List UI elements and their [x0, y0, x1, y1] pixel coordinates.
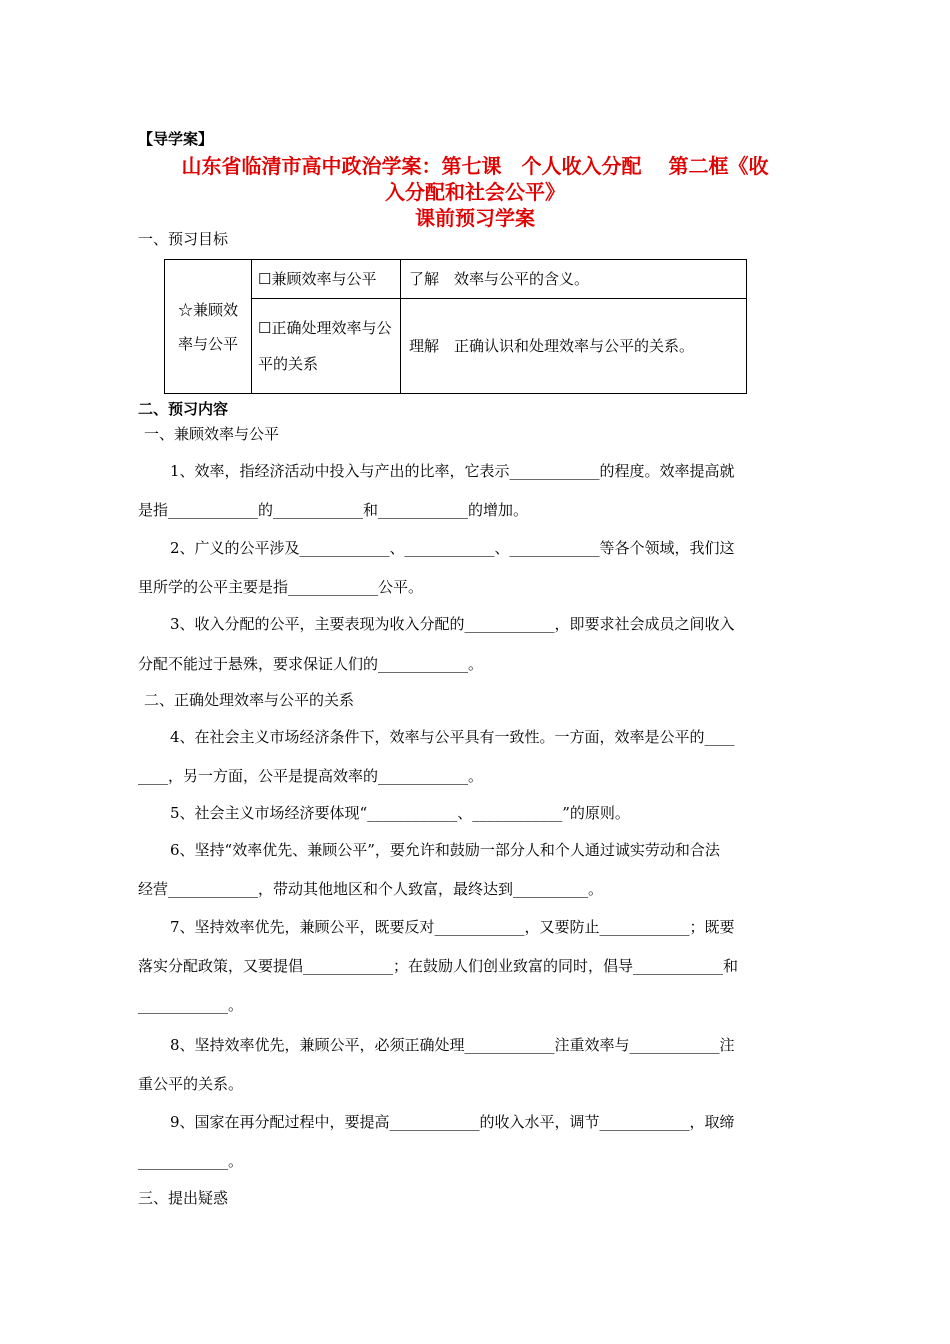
- doc-title-line-2: 入分配和社会公平》: [385, 180, 565, 204]
- paragraph-line: 是指____________的____________和____________的增加。: [138, 501, 529, 519]
- goals-level: 理解: [409, 337, 440, 355]
- goals-content: 正确认识和处理效率与公平的关系。: [454, 337, 695, 355]
- doc-tag: 【导学案】: [138, 130, 214, 148]
- section-heading-questions: 三、提出疑惑: [138, 1189, 229, 1207]
- goals-item-cell: ☐正确处理效率与公平的关系: [252, 299, 401, 394]
- paragraph-line: 7、坚持效率优先，兼顾公平，既要反对____________，又要防止____________；既要: [170, 918, 735, 936]
- paragraph-line: 2、广义的公平涉及____________、____________、____________等各个领域，我们这: [170, 539, 735, 557]
- goals-table: [164, 259, 747, 394]
- paragraph-line: 重公平的关系。: [138, 1075, 244, 1093]
- goals-requirement-cell: [401, 299, 747, 394]
- paragraph-line: 里所学的公平主要是指____________公平。: [138, 578, 424, 596]
- goals-requirement-cell: [401, 260, 747, 299]
- paragraph-line: 8、坚持效率优先，兼顾公平，必须正确处理____________注重效率与____________注: [170, 1036, 735, 1054]
- doc-subtitle: 课前预习学案: [415, 206, 535, 230]
- paragraph-line: ____________。: [138, 1152, 244, 1170]
- subsection-heading-2: 二、正确处理效率与公平的关系: [144, 691, 355, 709]
- paragraph-line: 5、社会主义市场经济要体现“____________、____________”的原则。: [170, 804, 630, 822]
- paragraph-line: 1、效率，指经济活动中投入与产出的比率，它表示____________的程度。效率提高就: [170, 462, 735, 480]
- paragraph-line: 9、国家在再分配过程中，要提高____________的收入水平，调节____________，取缔: [170, 1113, 735, 1131]
- goals-row-1: [165, 260, 747, 299]
- goals-content: 效率与公平的含义。: [454, 270, 590, 288]
- paragraph-line: ____，另一方面，公平是提高效率的____________。: [138, 767, 484, 785]
- doc-title-line-1: 山东省临清市高中政治学案：第七课 个人收入分配 第二框《收: [181, 154, 769, 178]
- goals-row-2: [165, 299, 747, 394]
- paragraph-line: 4、在社会主义市场经济条件下，效率与公平具有一致性。一方面，效率是公平的____: [170, 728, 735, 746]
- subsection-heading-1: 一、兼顾效率与公平: [144, 425, 280, 443]
- section-heading-content: 二、预习内容: [138, 400, 229, 418]
- section-heading-goals: 一、预习目标: [138, 230, 229, 248]
- paragraph-line: 6、坚持“效率优先、兼顾公平”，要允许和鼓励一部分人和个人通过诚实劳动和合法: [170, 841, 720, 859]
- paragraph-line: 分配不能过于悬殊，要求保证人们的____________。: [138, 655, 484, 673]
- goals-topic-cell: ☆兼顾效率与公平: [165, 260, 252, 394]
- goals-item-cell: ☐兼顾效率与公平: [252, 260, 401, 299]
- paragraph-line: ____________。: [138, 996, 244, 1014]
- paragraph-line: 落实分配政策，又要提倡____________；在鼓励人们创业致富的同时，倡导____________和: [138, 957, 739, 975]
- paragraph-line: 经营____________，带动其他地区和个人致富，最终达到__________。: [138, 880, 604, 898]
- goals-level: 了解: [409, 270, 440, 288]
- paragraph-line: 3、收入分配的公平，主要表现为收入分配的____________，即要求社会成员之间收入: [170, 615, 735, 633]
